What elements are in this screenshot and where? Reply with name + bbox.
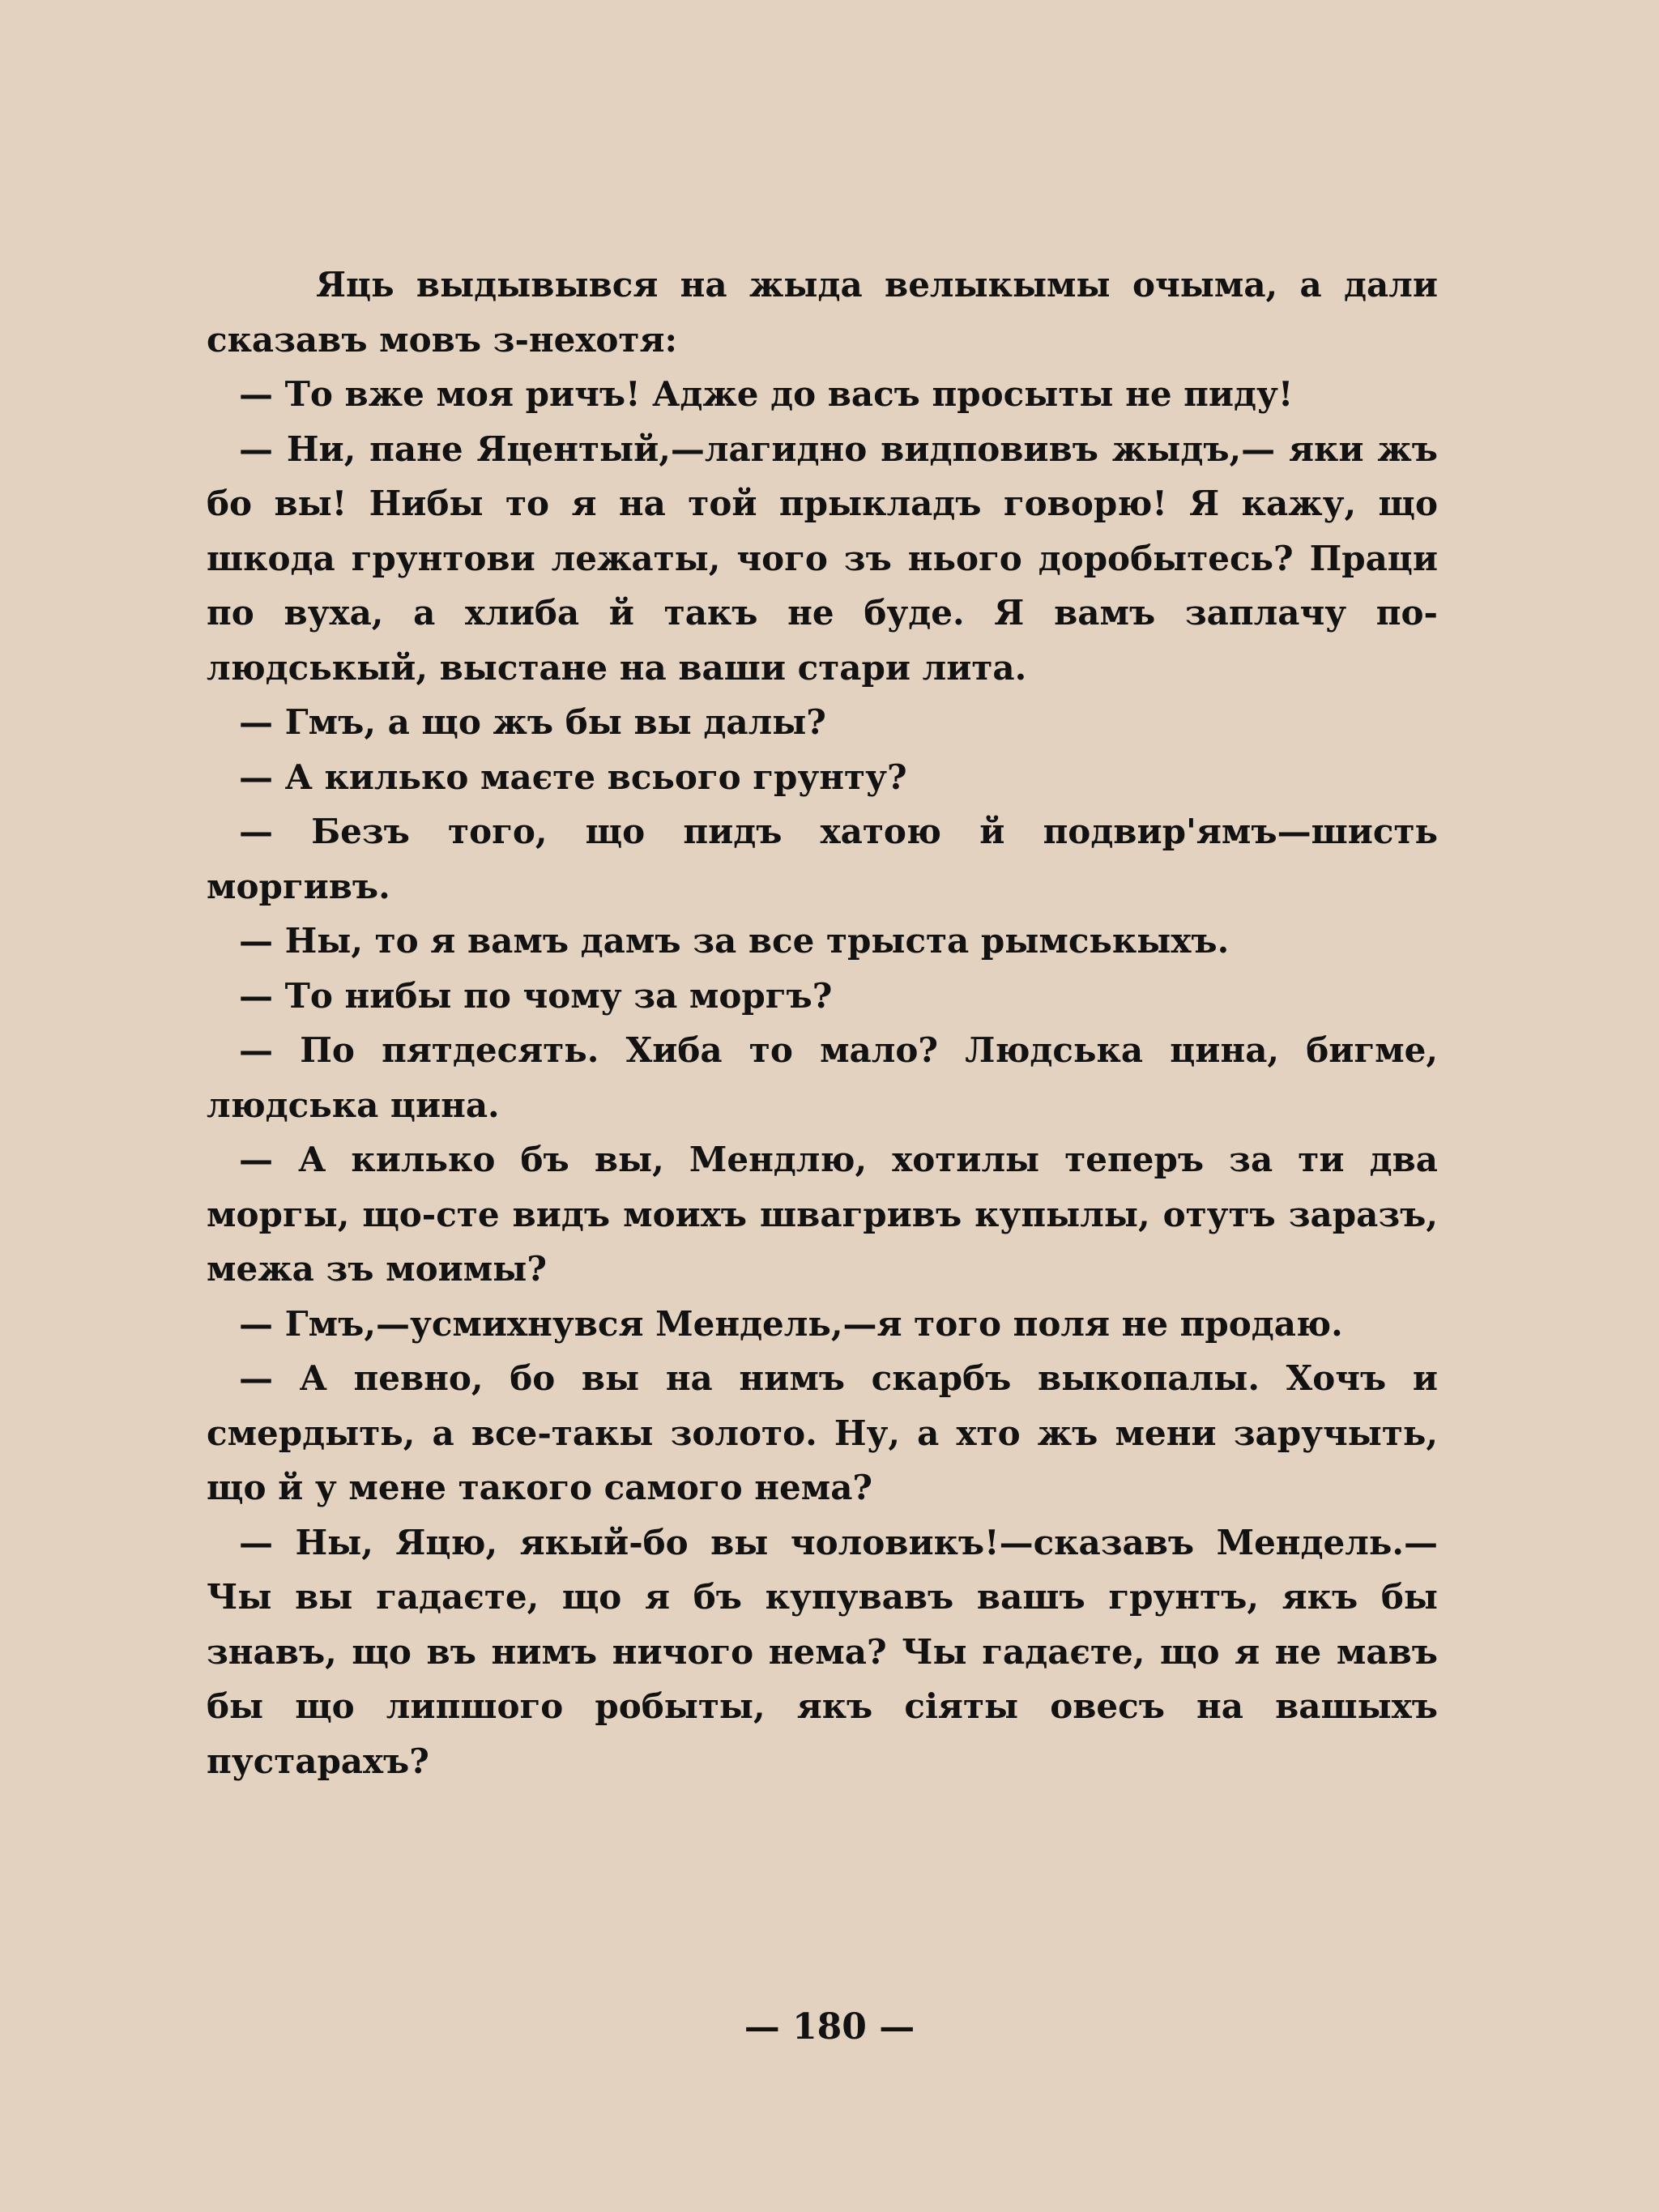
dialogue-line: — По пятдесять. Хиба то мало? Людська цина, бигме, людська цина. <box>207 1030 1438 1125</box>
dialogue-line: — Ны, Яцю, якый-бо вы чоловикъ!—сказавъ Мендель.—Чы вы гадаєте, що я бъ купувавъ вашъ грунтъ, якъ бы знавъ, що въ нимъ ничого нема? Чы гадаєте, що я не мавъ бы що липшого робыты, якъ сiяты овесъ на вашыхъ пустарахъ? <box>207 1522 1438 1781</box>
dialogue-line: — То нибы по чому за моргъ? <box>239 975 833 1016</box>
page-number: — 180 — <box>744 2006 915 2048</box>
dialogue-line: — Безъ того, що пидъ хатою й подвир'ямъ—шисть моргивъ. <box>207 812 1438 906</box>
dialogue-line: — А певно, бо вы на нимъ скарбъ выкопалы. Хочъ и смердыть, а все-такы золото. Ну, а хто жъ мени заручыть, що й у мене такого самого нема? <box>207 1358 1438 1507</box>
dialogue-line: — А килько бъ вы, Мендлю, хотилы теперъ за ти два моргы, що-сте видъ моихъ швагривъ купылы, отутъ заразъ, межа зъ моимы? <box>207 1140 1438 1289</box>
dialogue-line: — Ны, то я вамъ дамъ за все трыста рымськыхъ. <box>239 921 1230 961</box>
dialogue-line: — Ни, пане Яцентый,—лагидно видповивъ жыдъ,— яки жъ бо вы! Нибы то я на той прыкладъ говорю! Я кажу, що шкода грунтови лежаты, чого зъ нього доробытесь? Праци по вуха, а хлиба й такъ не буде. Я вамъ заплачу по-людськый, выстане на ваши стари лита. <box>207 428 1438 688</box>
dialogue-line: — Гмъ,—усмихнувся Мендель,—я того поля не продаю. <box>239 1303 1343 1344</box>
dialogue-line: — Гмъ, а що жъ бы вы далы? <box>239 702 826 742</box>
dialogue-line: — То вже моя ричъ! Адже до васъ просыты не пиду! <box>239 374 1294 414</box>
dialogue-line: — А килько маєте всього грунту? <box>239 757 907 797</box>
paragraph: Яць выдывывся на жыда велыкымы очыма, а дали сказавъ мовъ з-нехотя: <box>207 265 1438 360</box>
body-text <box>207 258 1438 1788</box>
